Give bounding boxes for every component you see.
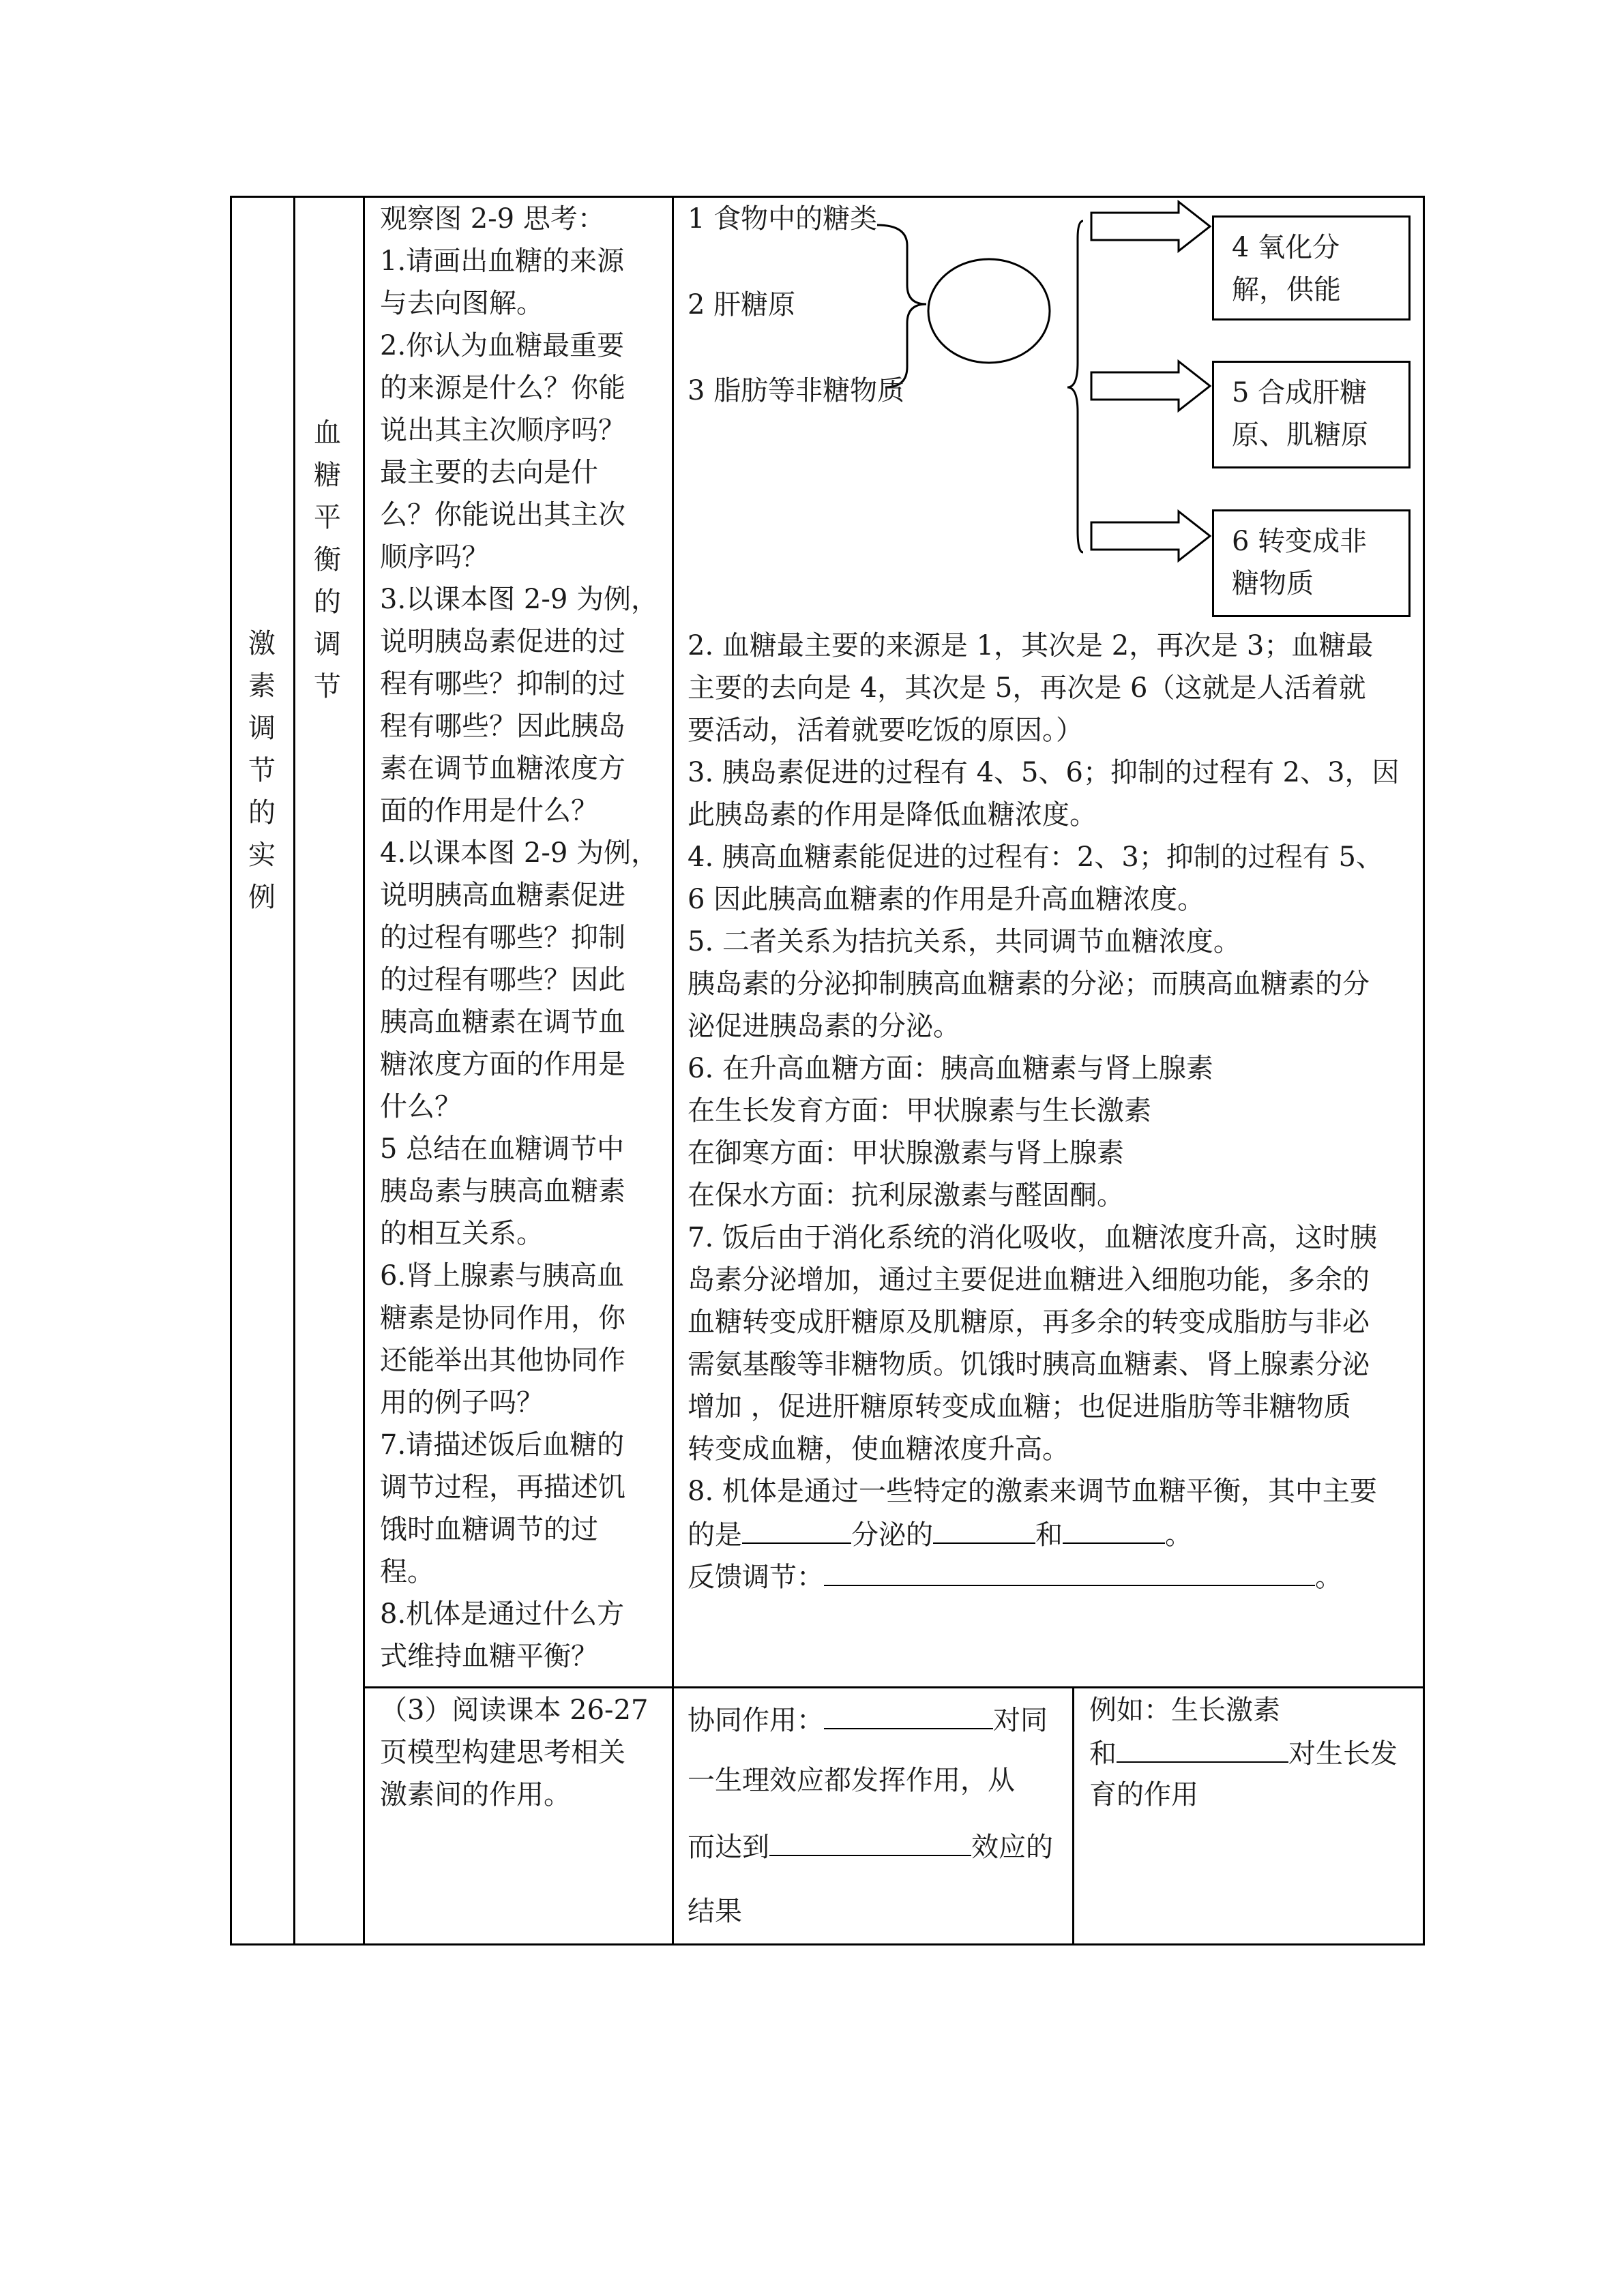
example-line1: 例如：生长激素 <box>1089 1695 1280 1726</box>
question-line: 观察图 2-9 思考： <box>380 203 605 235</box>
answer-line: 岛素分泌增加，通过主要促进血糖进入细胞功能，多余的 <box>688 1264 1370 1296</box>
question-line: 说出其主次顺序吗？ <box>380 415 625 446</box>
answer-line: 5. 二者关系为拮抗关系，共同调节血糖浓度。 <box>688 926 1241 957</box>
answer-line: 泌促进胰岛素的分泌。 <box>688 1011 960 1042</box>
answer-line: 6 因此胰高血糖素的作用是升高血糖浓度。 <box>688 884 1205 915</box>
example-line3: 育的作用 <box>1089 1779 1198 1810</box>
question-line: 顺序吗？ <box>380 541 489 573</box>
feedback-line: 反馈调节： 。 <box>688 1555 1342 1598</box>
question-line: 用的例子吗？ <box>380 1387 544 1418</box>
blank-synergy-effect[interactable] <box>769 1825 971 1856</box>
answer-fill-line: 的是 分泌的 和 。 <box>688 1512 1192 1556</box>
question-line: 饿时血糖调节的过 <box>380 1514 598 1545</box>
blank-hormone-1[interactable] <box>742 1512 851 1544</box>
synergy-line4: 结果 <box>688 1896 742 1927</box>
col-divider-1 <box>293 196 295 1945</box>
question-line: 糖浓度方面的作用是 <box>380 1049 625 1080</box>
question-line: 胰岛素与胰高血糖素 <box>380 1176 625 1207</box>
answer-line: 4. 胰高血糖素能促进的过程有：2、3；抑制的过程有 5、 <box>688 841 1383 873</box>
arrow-to-nonsugar <box>1091 511 1210 561</box>
dest-oxidation-line1: 4 氧化分 <box>1232 232 1340 263</box>
right-brace <box>1067 221 1083 552</box>
arrow-to-glycogen <box>1091 361 1210 411</box>
read-instruction-line2: 页模型构建思考相关 <box>380 1737 625 1768</box>
question-line: 还能举出其他协同作 <box>380 1345 625 1376</box>
example-line2: 和 对生长发 <box>1089 1731 1398 1775</box>
question-line: 6.肾上腺素与胰高血 <box>380 1260 625 1292</box>
question-line: 的来源是什么？你能 <box>380 372 625 404</box>
blank-gland[interactable] <box>933 1512 1035 1544</box>
question-line: 什么？ <box>380 1091 462 1122</box>
question-line: 4.以课本图 2-9 为例， <box>380 837 659 869</box>
question-line: 素在调节血糖浓度方 <box>380 753 625 784</box>
synergy-line2: 一生理效应都发挥作用，从 <box>688 1765 1015 1796</box>
blank-synergy-hormones[interactable] <box>824 1698 993 1729</box>
question-line: 2.你认为血糖最重要 <box>380 330 625 361</box>
blank-hormone-2[interactable] <box>1063 1512 1165 1544</box>
answer-line: 血糖转变成肝糖原及肌糖原，再多余的转变成脂肪与非必 <box>688 1307 1370 1338</box>
question-line: 面的作用是什么？ <box>380 795 598 826</box>
table-border-left <box>230 196 232 1945</box>
dest-nonsugar-line2: 糖物质 <box>1232 568 1314 599</box>
source-liver-glycogen: 2 肝糖原 <box>688 289 796 320</box>
answer-line: 需氨基酸等非糖物质。饥饿时胰高血糖素、肾上腺素分泌 <box>688 1349 1370 1380</box>
blank-feedback[interactable] <box>824 1555 1315 1586</box>
question-line: 与去向图解。 <box>380 288 544 319</box>
answer-line: 3. 胰岛素促进的过程有 4、5、6；抑制的过程有 2、3，因 <box>688 757 1400 788</box>
synergy-line1: 协同作用： 对同 <box>688 1698 1048 1742</box>
dest-nonsugar-line1: 6 转变成非 <box>1232 526 1368 557</box>
question-line: 糖素是协同作用，你 <box>380 1302 625 1334</box>
answer-line: 在保水方面：抗利尿激素与醛固酮。 <box>688 1180 1124 1211</box>
category-title: 激 素 调 节 的 实 例 <box>248 628 276 913</box>
question-line: 3.以课本图 2-9 为例， <box>380 584 659 615</box>
answer-line: 此胰岛素的作用是降低血糖浓度。 <box>688 799 1097 831</box>
question-line: 程有哪些？抑制的过 <box>380 668 625 700</box>
answer-line: 要活动，活着就要吃饭的原因。） <box>688 715 1083 746</box>
arrow-to-oxidation <box>1091 202 1210 251</box>
source-food-sugar: 1 食物中的糖类 <box>688 203 878 235</box>
row-divider <box>363 1686 1425 1688</box>
dest-oxidation-line2: 解，供能 <box>1232 274 1341 305</box>
question-line: 胰高血糖素在调节血 <box>380 1007 625 1038</box>
question-line: 最主要的去向是什 <box>380 457 598 488</box>
dest-glycogen-line2: 原、肌糖原 <box>1232 419 1368 451</box>
question-line: 式维持血糖平衡？ <box>380 1641 598 1672</box>
question-line: 调节过程，再描述饥 <box>380 1472 625 1503</box>
question-line: 1.请画出血糖的来源 <box>380 245 625 277</box>
source-fat-nonsugar: 3 脂肪等非糖物质 <box>688 375 905 406</box>
question-line: 么？你能说出其主次 <box>380 499 625 531</box>
answer-line: 2. 血糖最主要的来源是 1，其次是 2，再次是 3；血糖最 <box>688 630 1374 661</box>
answer-line: 在生长发育方面：甲状腺素与生长激素 <box>688 1095 1151 1127</box>
read-instruction-line3: 激素间的作用。 <box>380 1779 571 1810</box>
question-line: 说明胰高血糖素促进 <box>380 880 625 911</box>
synergy-line3: 而达到 效应的 <box>688 1825 1053 1868</box>
answer-line: 增加 ，促进肝糖原转变成血糖；也促进脂肪等非糖物质 <box>688 1391 1351 1422</box>
question-line: 8.机体是通过什么方 <box>380 1598 625 1630</box>
question-line: 的过程有哪些？抑制 <box>380 922 625 953</box>
answer-line: 6. 在升高血糖方面：胰高血糖素与肾上腺素 <box>688 1053 1213 1084</box>
question-line: 7.请描述饭后血糖的 <box>380 1429 625 1461</box>
answer-line: 主要的去向是 4，其次是 5，再次是 6（这就是人活着就 <box>688 672 1366 704</box>
blank-example-hormone[interactable] <box>1117 1731 1288 1763</box>
table-border-right <box>1423 196 1425 1945</box>
blood-sugar-circle <box>928 259 1050 363</box>
answer-line: 转变成血糖，使血糖浓度升高。 <box>688 1433 1069 1465</box>
answer-line: 胰岛素的分泌抑制胰高血糖素的分泌；而胰高血糖素的分 <box>688 968 1370 1000</box>
topic-title: 血 糖 平 衡 的 调 节 <box>314 417 341 702</box>
col-divider-2 <box>363 196 365 1945</box>
dest-glycogen-line1: 5 合成肝糖 <box>1232 377 1368 408</box>
read-instruction-line1: （3）阅读课本 26-27 <box>380 1695 649 1726</box>
answer-line: 8. 机体是通过一些特定的激素来调节血糖平衡，其中主要 <box>688 1476 1377 1507</box>
question-line: 5 总结在血糖调节中 <box>380 1133 625 1165</box>
question-line: 程。 <box>380 1556 434 1587</box>
question-line: 的相互关系。 <box>380 1218 544 1249</box>
answer-line: 在御寒方面：甲状腺激素与肾上腺素 <box>688 1137 1124 1169</box>
col-divider-4 <box>1072 1686 1074 1945</box>
left-brace <box>877 225 926 387</box>
table-border-bottom <box>230 1943 1425 1945</box>
question-line: 说明胰岛素促进的过 <box>380 626 625 657</box>
answer-line: 7. 饭后由于消化系统的消化吸收，血糖浓度升高，这时胰 <box>688 1222 1377 1253</box>
question-line: 的过程有哪些？因此 <box>380 964 625 996</box>
question-line: 程有哪些？因此胰岛 <box>380 711 625 742</box>
